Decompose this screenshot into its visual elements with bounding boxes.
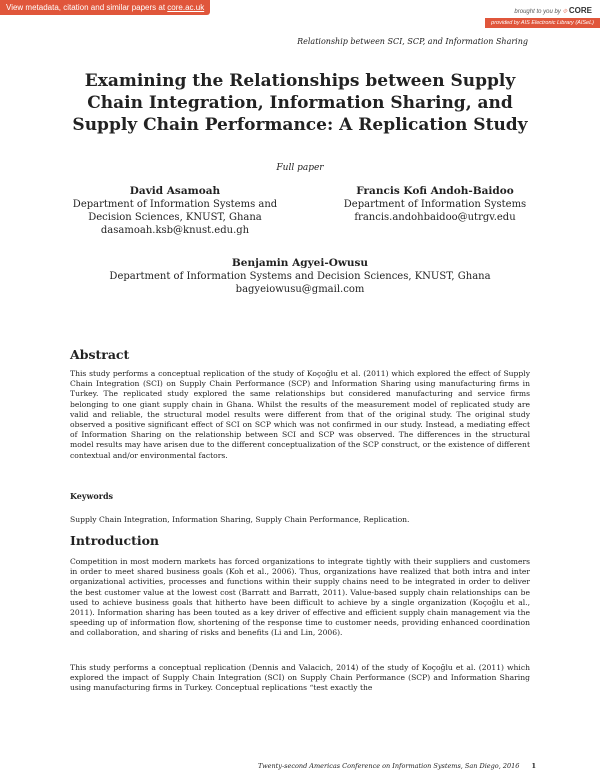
author-dept: Department of Information Systems and Decision Sciences, KNUST, Ghana xyxy=(72,199,278,223)
provided-by[interactable]: provided by AIS Electronic Library (AISeL) xyxy=(485,18,600,28)
core-branding xyxy=(514,0,600,16)
running-head: Relationship between SCI, SCP, and Information Sharing xyxy=(297,37,528,46)
core-logo-icon: ⟐ xyxy=(562,9,568,15)
introduction-paragraph: This study performs a conceptual replication (Dennis and Valacich, 2014) of the study of Koçoğlu et al. (2011) which explored the impact of Supply Chain Integration (SCI) on Supply Chain Performance (SCP) and Information Sharing using manufacturing firms in Turkey. Conceptual replications “test exactly the xyxy=(70,663,530,693)
brought-label: brought to you by xyxy=(514,9,561,15)
brought-to-you xyxy=(514,6,592,16)
introduction-paragraph: Competition in most modern markets has forced organizations to integrate tightly with their suppliers and customers in order to meet shared business goals (Koh et al., 2006). Thus, organizations have realized that both intra and inter organizational activities, processes and functions within their supply chains need to be integrated in order to deliver the best customer value at the lowest cost (Barratt and Barratt, 2011). Value-based supply chain relationships can be used to achieve business goals that hitherto have been difficult to achieve by a single organization (Koçoğlu et al., 2011). Information sharing has been touted as a key driver of effective and efficient supply chain management via the speeding up of information flow, shortening of the response time to customer needs, providing enhanced coordination and collaboration, and sharing of risks and benefits (Li and Lin, 2006). xyxy=(70,557,530,638)
page-footer xyxy=(258,762,536,770)
core-link-prefix: View metadata, citation and similar papers at xyxy=(6,3,168,12)
author-email: francis.andohbaidoo@utrgv.edu xyxy=(354,212,516,223)
author-dept: Department of Information Systems xyxy=(343,199,527,210)
core-link-site[interactable]: core.ac.uk xyxy=(167,3,205,12)
author-dept: Department of Information Systems and Decision Sciences, KNUST, Ghana xyxy=(109,271,491,282)
author-name: Francis Kofi Andoh-Baidoo xyxy=(356,185,514,197)
footer-conference: Twenty-second Americas Conference on Information Systems, San Diego, 2016 xyxy=(257,762,520,770)
paper-type: Full paper xyxy=(276,163,324,173)
abstract-text: This study performs a conceptual replication of the study of Koçoğlu et al. (2011) which explored the effect of Supply Chain Integration (SCI) on Supply Chain Performance (SCP) and Information Sharing using manufacturing firms in Turkey. The replicated study explored the same relationships but considered manufacturing and service firms belonging to one giant supply chain in Ghana. Whilst the results of the measurement model of replicated study are valid and reliable, the structural model results were different from that of the original study. The original study observed a positive significant effect of SCI on SCP which was not confirmed in our study. Instead, a mediating effect of Information Sharing on the relationship between SCI and SCP was observed. The differences in the structural model results may have arisen due to the different conceptualization of the SCP construct, or the existence of different contextual and/or environmental factors. xyxy=(70,369,530,460)
core-metadata-link[interactable] xyxy=(0,0,210,15)
author-email: bagyeiowusu@gmail.com xyxy=(235,284,365,295)
abstract-heading: Abstract xyxy=(70,347,130,362)
keywords-heading: Keywords xyxy=(70,491,114,501)
keywords-text: Supply Chain Integration, Information Sharing, Supply Chain Performance, Replication. xyxy=(70,515,410,524)
core-logo[interactable]: CORE xyxy=(568,6,592,15)
author-name: Benjamin Agyei-Owusu xyxy=(231,257,369,269)
page-number: 1 xyxy=(531,762,536,770)
author-email: dasamoah.ksb@knust.edu.gh xyxy=(100,225,250,236)
author-name: David Asamoah xyxy=(129,185,221,197)
core-banner xyxy=(0,0,600,26)
author-block xyxy=(325,185,545,224)
author-block xyxy=(70,185,280,237)
paper-title: Examining the Relationships between Supply Chain Integration, Information Sharing, and Supply Chain Performance: A Replication Study xyxy=(72,71,528,135)
introduction-heading: Introduction xyxy=(70,533,160,548)
author-block xyxy=(60,257,540,296)
